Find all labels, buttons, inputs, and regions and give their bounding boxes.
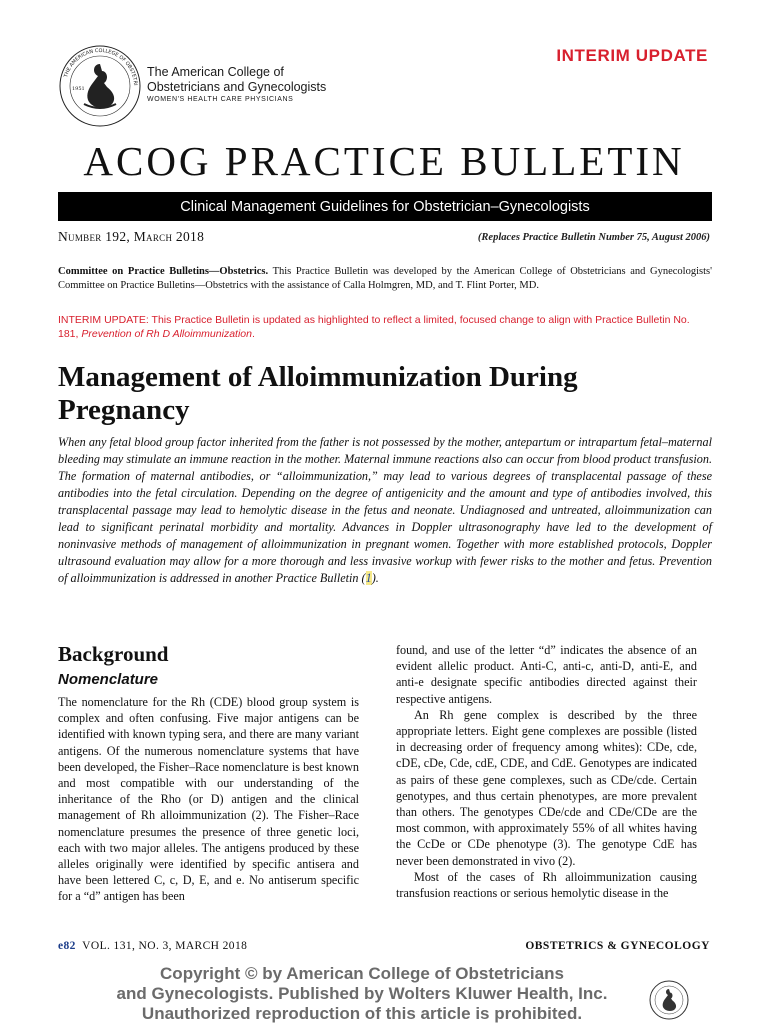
subtitle-text: Clinical Management Guidelines for Obstetrician–Gynecologists — [180, 198, 590, 215]
paragraph: An Rh gene complex is described by the three appropriate letters. Eight gene complexes are possible (listed in decreasing order of frequency among whites): CDe, cde, cDE, cDe, Cde, cdE, CDE, and CdE. Genotypes are indicated as pairs of these gene complexes, such as CDe/cde. Certain genotypes, and thus certain phenotypes, are more prevalent than others. The genotypes CDe/cde and CDe/CDe are the most common, with approximately 55% of all whites having the CcDe or CDe phenotype (3). The genotype CdE has never been demonstrated in vivo (2). — [396, 707, 697, 868]
org-name-line2: Obstetricians and Gynecologists — [147, 80, 327, 94]
subsection-heading-nomenclature: Nomenclature — [58, 671, 159, 688]
footer-citation — [58, 940, 247, 952]
org-name-line1: The American College of — [147, 65, 284, 79]
interim-note-link[interactable]: Prevention of Rh D Alloimmunization — [81, 328, 252, 340]
abstract: When any fetal blood group factor inherited from the father is not possessed by the mother, antepartum or intrapartum fetal–maternal bleeding may stimulate an immune reaction in the mother. Maternal immune reactions also can occur from blood product transfusion. The formation of maternal antibodies, or “alloimmunization,” may lead to various degrees of transplacental passage of these antibodies into the fetal circulation. Depending on the degree of antigenicity and the amount and type of antibodies involved, this transplacental passage may lead to hemolytic disease in the fetus and neonate. Undiagnosed and untreated, alloimmunization can lead to significant perinatal morbidity and mortality. Advances in Doppler ultrasonography have led to the development of noninvasive methods of management of alloimmunization in pregnant women. Together with more established protocols, Doppler ultrasound evaluation may allow for a more thorough and less invasive workup with fewer risks to the mother and fetus. Prevention of alloimmunization is addressed in another Practice Bulletin (1). — [58, 435, 712, 585]
paragraph: The nomenclature for the Rh (CDE) blood group system is complex and often confusing. Five major antigens can be identified with known typing sera, and there are many variant antigens. Of the numerous nomenclature systems that have been developed, the Fisher–Race nomenclature is best known and most compatible with our understanding of the inheritance of the Rho (or D) antigen and the clinical management of Rh alloimmunization (2). The Fisher–Race nomenclature presumes the presence of three genetic loci, each with two major alleles. The antigens produced by these alleles originally were identified by specific antisera and have been lettered C, c, D, E, and e. No antiserum specific for a “d” antigen has been — [58, 695, 359, 904]
seal-icon — [58, 44, 142, 128]
committee-text: This Practice Bulletin was developed by the American College of Obstetricians and Gynecologists' Committee on Practice Bulletins—Obstetrics with the assistance of Calla Holmgren, MD, and T. Flint Porter, MD. — [58, 266, 712, 291]
paragraph: Most of the cases of Rh alloimmunization causing transfusion reactions or serious hemolytic disease in the — [396, 869, 697, 901]
volume-info: VOL. 131, NO. 3, MARCH 2018 — [82, 940, 248, 952]
subtitle-bar — [58, 192, 712, 221]
copyright-watermark — [62, 964, 662, 1024]
right-column — [396, 642, 697, 901]
reference-link[interactable]: 1 — [365, 571, 372, 585]
copyright-line2: and Gynecologists. Published by Wolters Kluwer Health, Inc. — [116, 984, 608, 1003]
interim-note-text: INTERIM UPDATE: This Practice Bulletin is updated as highlighted to reflect a limited, focused change to align with Practice Bulletin No. 181, — [58, 314, 690, 340]
bulletin-number: Number 192, March 2018 — [58, 229, 205, 244]
page-number: e82 — [58, 940, 76, 952]
paragraph: found, and use of the letter “d” indicates the absence of an evident allelic product. Anti-C, anti-c, anti-D, anti-E, and anti-e designate specific antibodies directed against their respective antigens. — [396, 643, 697, 706]
left-column — [58, 642, 359, 905]
bulletin-title: ACOG PRACTICE BULLETIN — [83, 138, 685, 184]
journal-name: OBSTETRICS & GYNECOLOGY — [525, 940, 710, 952]
org-tagline: WOMEN'S HEALTH CARE PHYSICIANS — [147, 96, 294, 103]
acog-seal-logo — [58, 44, 142, 128]
committee-statement — [58, 265, 712, 292]
org-name — [147, 65, 326, 103]
committee-name: Committee on Practice Bulletins—Obstetrics. — [58, 266, 269, 277]
abstract-text: When any fetal blood group factor inherited from the father is not possessed by the mother, antepartum or intrapartum fetal–maternal bleeding may stimulate an immune reaction in the mother. Maternal immune reactions also can occur from blood product transfusion. The formation of maternal antibodies, or “alloimmunization,” may lead to various degrees of transplacental passage of these antibodies into the fetal circulation. Depending on the degree of antigenicity and the amount and type of antibodies involved, this transplacental passage may lead to hemolytic disease in the fetus and neonate. Undiagnosed and untreated, alloimmunization can lead to significant perinatal morbidity and mortality. Advances in Doppler ultrasonography have led to the development of noninvasive methods of management of alloimmunization in pregnant women. Together with more established protocols, Doppler ultrasound evaluation may allow for a more thorough and less invasive workup with fewer risks to the mother and fetus. Prevention of alloimmunization is addressed in another Practice Bulletin ( — [58, 435, 712, 585]
mini-seal-logo — [648, 979, 690, 1021]
section-heading-background: Background — [58, 642, 169, 666]
svg-text:THE AMERICAN COLLEGE OF OBSTET: THE AMERICAN COLLEGE OF OBSTETRI — [63, 47, 139, 86]
replaces-note: (Replaces Practice Bulletin Number 75, August 2006) — [477, 232, 710, 243]
seal-icon — [648, 979, 690, 1021]
copyright-line3: Unauthorized reproduction of this article is prohibited. — [141, 1004, 583, 1023]
interim-update-badge: INTERIM UPDATE — [556, 46, 708, 65]
svg-text:1951: 1951 — [72, 86, 85, 92]
article-title: Management of Alloimmunization During Pregnancy — [58, 361, 578, 426]
interim-note: INTERIM UPDATE: This Practice Bulletin is updated as highlighted to reflect a limited, focused change to align with Practice Bulletin No. 181, Prevention of Rh D Alloimmunization. — [58, 314, 690, 340]
copyright-line1: Copyright © by American College of Obstetricians — [160, 964, 564, 983]
